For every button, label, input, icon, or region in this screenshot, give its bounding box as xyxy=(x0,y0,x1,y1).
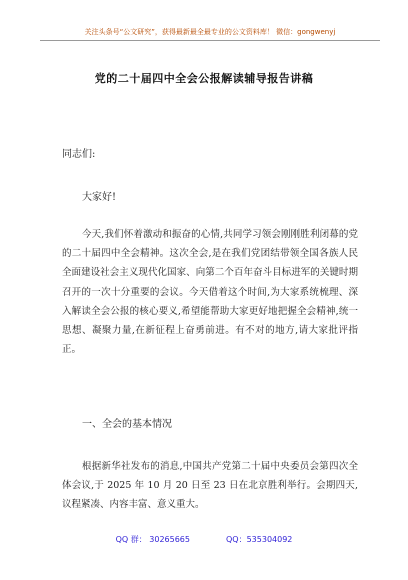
document-title: 党的二十届四中全会公报解读辅导报告讲稿 xyxy=(94,72,314,85)
footer-contact xyxy=(0,534,408,545)
footer-qq-number: QQ：535304092 xyxy=(226,535,293,544)
paragraph-basic-info: 根据新华社发布的消息,中国共产党第二十届中央委员会第四次全体会议,于 2025 年 10 月 20 日至 23 日在北京胜利举行。会期四天,议程紧凑、内容丰富、意义重大。 xyxy=(62,461,358,511)
header-banner: 关注头条号“公文研究”，获得最新最全最专业的公文资料库！ 微信：gongwenyj xyxy=(40,24,380,41)
section-heading: 一、全会的基本情况 xyxy=(82,419,172,430)
hello-text: 大家好! xyxy=(82,192,117,203)
greeting-text: 同志们: xyxy=(62,149,96,160)
paragraph-intro: 今天,我们怀着激动和振奋的心情,共同学习领会刚刚胜利闭幕的党的二十届四中全会精神。这次全会,是在我们党团结带领全国各族人民全面建设社会主义现代化国家、向第二个百年奋斗目标进军的关键时期召开的一次十分重要的会议。今天借着这个时间,为大家系统梳理、深入解读全会公报的核心要义,希望能帮助大家更好地把握全会精神,统一思想、凝聚力量,在新征程上奋勇前进。有不对的地方,请大家批评指正。 xyxy=(62,229,358,356)
footer-qq-group: QQ 群： 30265665 xyxy=(115,535,190,544)
